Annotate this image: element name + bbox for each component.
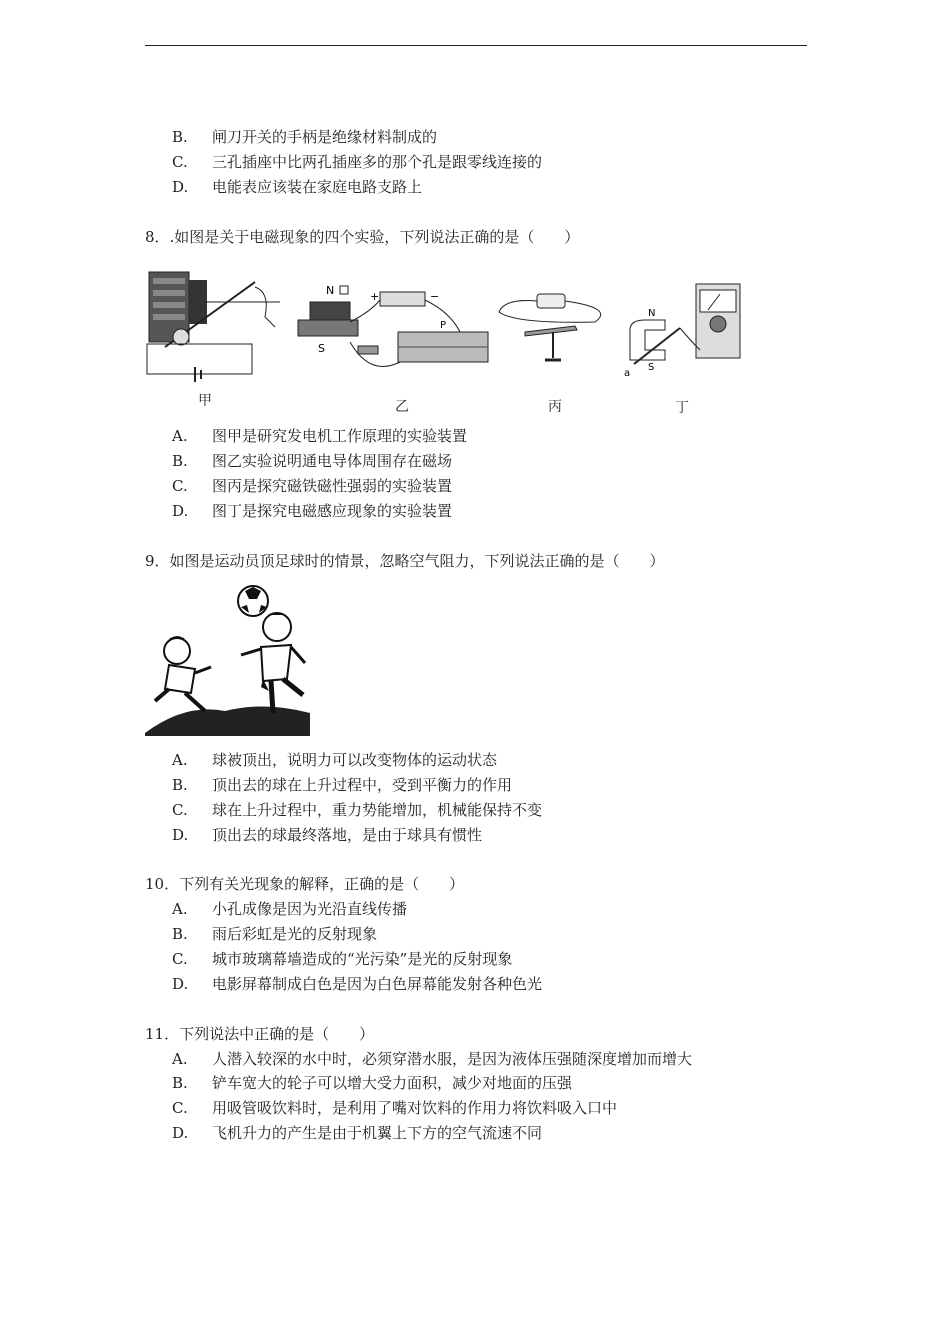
q10-option-c[interactable]: C. 城市玻璃幕墙造成的“光污染”是光的反射现象 <box>172 950 513 968</box>
q11-stem: 11．下列说法中正确的是（ ） <box>145 1025 375 1043</box>
q9-option-c[interactable]: C. 球在上升过程中，重力势能增加，机械能保持不变 <box>172 801 543 819</box>
q8-figure-jia <box>145 262 285 384</box>
q7-option-c[interactable]: C. 三孔插座中比两孔插座多的那个孔是跟零线连接的 <box>172 153 543 171</box>
header-rule <box>145 45 807 46</box>
q9-option-d[interactable]: D. 顶出去的球最终落地，是由于球具有惯性 <box>172 826 483 844</box>
q9-figure-players <box>145 583 310 736</box>
q9-option-b[interactable]: B. 顶出去的球在上升过程中，受到平衡力的作用 <box>172 776 513 794</box>
q7-option-d[interactable]: D. 电能表应该装在家庭电路支路上 <box>172 178 423 196</box>
q7-option-b[interactable]: B. 闸刀开关的手柄是绝缘材料制成的 <box>172 128 438 146</box>
q9-stem: 9．如图是运动员顶足球时的情景，忽略空气阻力，下列说法正确的是（ ） <box>145 552 665 570</box>
q11-option-c[interactable]: C. 用吸管吸饮料时，是利用了嘴对饮料的作用力将饮料吸入口中 <box>172 1099 618 1117</box>
q8-caption-jia: 甲 <box>198 393 212 409</box>
q8-figure-ding <box>620 280 752 380</box>
q8-option-b[interactable]: B. 图乙实验说明通电导体周围存在磁场 <box>172 452 453 470</box>
q8-caption-bing: 丙 <box>548 399 562 415</box>
svg-text:−: − <box>430 290 440 303</box>
svg-text:N: N <box>326 284 335 297</box>
svg-text:+: + <box>370 290 380 303</box>
q8-caption-ding: 丁 <box>675 400 689 416</box>
q8-stem: 8．.如图是关于电磁现象的四个实验，下列说法正确的是（ ） <box>145 228 580 246</box>
q8-caption-yi: 乙 <box>395 399 409 415</box>
q8-figure-bing <box>495 288 615 368</box>
q8-option-d[interactable]: D. 图丁是探究电磁感应现象的实验装置 <box>172 502 453 520</box>
svg-text:N: N <box>648 308 656 319</box>
q11-option-a[interactable]: A. 人潜入较深的水中时，必须穿潜水服，是因为液体压强随深度增加而增大 <box>172 1050 693 1068</box>
svg-text:P: P <box>440 320 447 331</box>
q8-option-a[interactable]: A. 图甲是研究发电机工作原理的实验装置 <box>172 427 468 445</box>
q10-option-b[interactable]: B. 雨后彩虹是光的反射现象 <box>172 925 378 943</box>
svg-text:a: a <box>624 368 631 379</box>
q11-option-d[interactable]: D. 飞机升力的产生是由于机翼上下方的空气流速不同 <box>172 1124 543 1142</box>
q10-stem: 10．下列有关光现象的解释，正确的是（ ） <box>145 875 465 893</box>
q9-option-a[interactable]: A. 球被顶出，说明力可以改变物体的运动状态 <box>172 751 498 769</box>
svg-text:S: S <box>648 362 655 373</box>
svg-text:S: S <box>318 342 325 355</box>
q10-option-a[interactable]: A. 小孔成像是因为光沿直线传播 <box>172 900 408 918</box>
q11-option-b[interactable]: B. 铲车宽大的轮子可以增大受力面积，减少对地面的压强 <box>172 1074 573 1092</box>
q10-option-d[interactable]: D. 电影屏幕制成白色是因为白色屏幕能发射各种色光 <box>172 975 543 993</box>
q8-figure-yi <box>290 282 490 382</box>
q8-option-c[interactable]: C. 图丙是探究磁铁磁性强弱的实验装置 <box>172 477 453 495</box>
